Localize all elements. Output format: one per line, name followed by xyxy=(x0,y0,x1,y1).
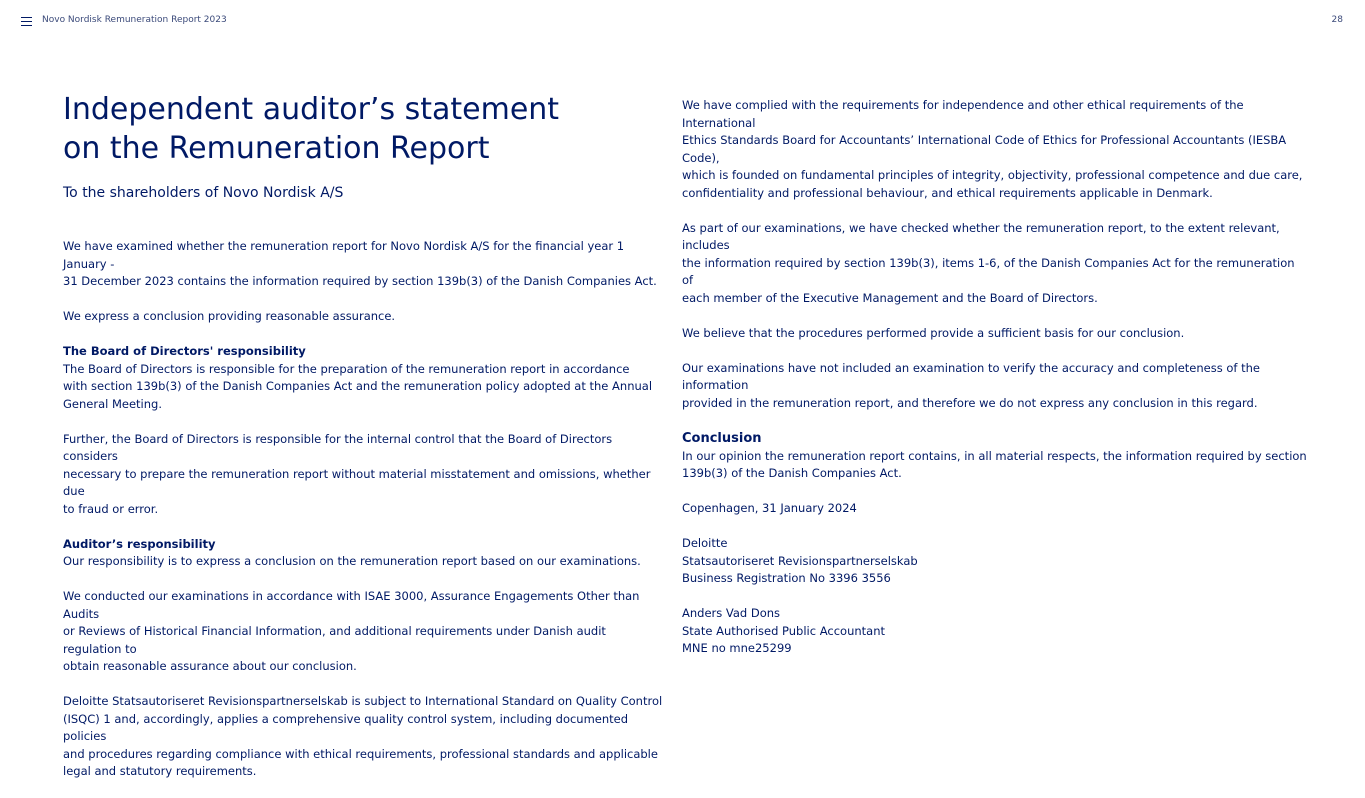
sufficient-basis-paragraph: We believe that the procedures performed provide a sufficient basis for our conclusion. xyxy=(682,325,1185,340)
page-title xyxy=(63,90,623,168)
auditor-responsibility-paragraph-3: Deloitte Statsautoriseret Revisionspartnerselskab is subject to International Standard on Quality Control (ISQC) 1 and, accordingly, applies a comprehensive quality control system, including documented policies and procedures regarding compliance with ethical requirements, professional standards and applicable legal and statutory requirements. xyxy=(63,694,663,778)
assurance-paragraph: We express a conclusion providing reasonable assurance. xyxy=(63,309,396,323)
conclusion-paragraph: In our opinion the remuneration report contains, in all material respects, the information required by section 139b(3) of the Danish Companies Act. xyxy=(682,448,1307,480)
document-title[interactable]: Novo Nordisk Remuneration Report 2023 xyxy=(42,15,227,25)
auditor-responsibility-paragraph-1: Our responsibility is to express a conclusion on the remuneration report based on our examinations. xyxy=(63,554,641,568)
conclusion-heading: Conclusion xyxy=(682,430,762,446)
limitation-paragraph: Our examinations have not included an examination to verify the accuracy and completeness of the information provided in the remuneration report, and therefore we do not express any conclusion in this regard. xyxy=(682,360,1260,410)
left-column xyxy=(63,238,663,798)
auditor-responsibility-paragraph-2: We conducted our examinations in accordance with ISAE 3000, Assurance Engagements Other than Audits or Reviews of Historical Financial Information, and additional requirements under Danish audit regulation to obtain reasonable assurance about our conclusion. xyxy=(63,589,640,673)
audit-firm-block: Deloitte Statsautoriseret Revisionspartnerselskab Business Registration No 3396 3556 xyxy=(682,536,918,585)
page-subtitle: To the shareholders of Novo Nordisk A/S xyxy=(63,185,344,201)
board-responsibility-paragraph-1: The Board of Directors is responsible for the preparation of the remuneration report in accordance with section 139b(3) of the Danish Companies Act and the remuneration policy adopted at the Annual General Meeting. xyxy=(63,361,653,411)
place-and-date: Copenhagen, 31 January 2024 xyxy=(682,501,857,515)
board-responsibility-heading: The Board of Directors' responsibility xyxy=(63,344,306,358)
page-number: 28 xyxy=(1331,15,1343,25)
examination-scope-paragraph: As part of our examinations, we have checked whether the remuneration report, to the extent relevant, includes the information required by section 139b(3), items 1-6, of the Danish Companies Act for the remuneration of each member of the Executive Management and the Board of Directors. xyxy=(682,220,1295,305)
examination-paragraph: We have examined whether the remuneration report for Novo Nordisk A/S for the financial year 1 January - 31 December 2023 contains the information required by section 139b(3) of the Danish Companies Act. xyxy=(63,239,657,288)
board-responsibility-paragraph-2: Further, the Board of Directors is responsible for the internal control that the Board of Directors considers necessary to prepare the remuneration report without material misstatement and omissions, whether due to fraud or error. xyxy=(63,431,651,516)
ethics-paragraph: We have complied with the requirements for independence and other ethical requirements of the International Ethics Standards Board for Accountants’ International Code of Ethics for Professional Accountants (IESBA Code), which is founded on fundamental principles of integrity, objectivity, professional competence and due care, confidentiality and professional behaviour, and ethical requirements applicable in Denmark. xyxy=(682,98,1303,200)
hamburger-menu-icon[interactable] xyxy=(21,17,32,26)
right-column xyxy=(682,97,1307,675)
page-title-line-2: on the Remuneration Report xyxy=(63,131,490,166)
top-bar xyxy=(0,0,1365,44)
page-title-line-1: Independent auditor’s statement xyxy=(63,92,560,127)
auditor-responsibility-heading: Auditor’s responsibility xyxy=(63,536,216,551)
signatory-block: Anders Vad Dons State Authorised Public Accountant MNE no mne25299 xyxy=(682,606,885,655)
